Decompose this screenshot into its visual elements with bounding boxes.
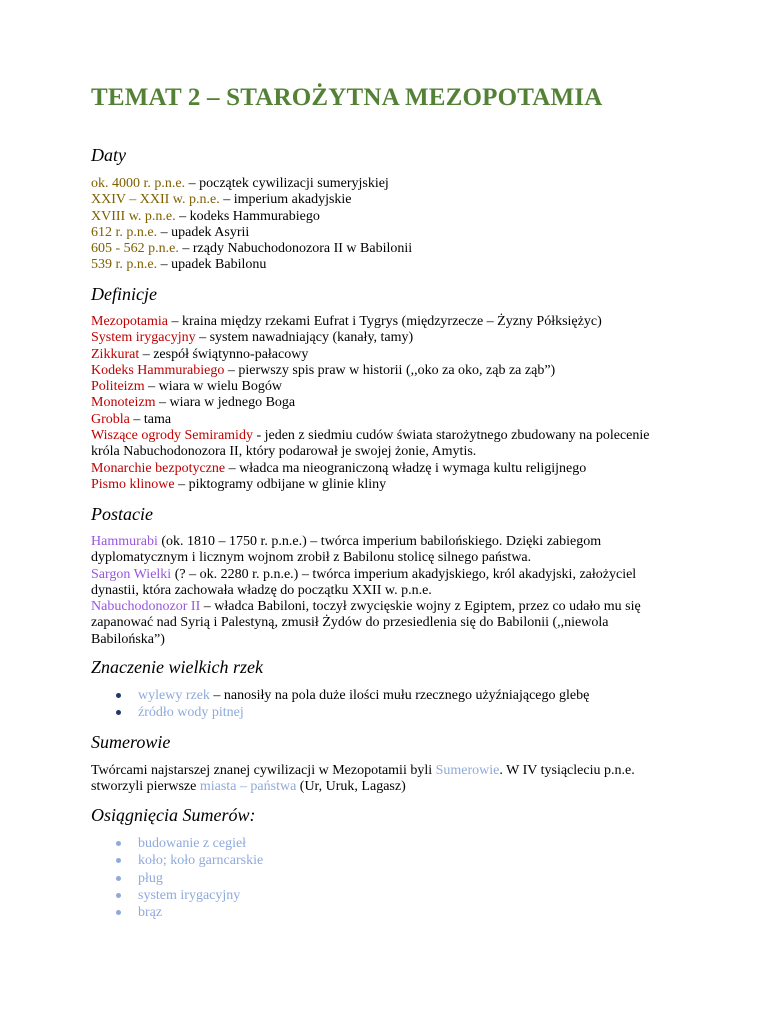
date-item: 605 - 562 p.n.e. – rządy Nabuchodonozora II w Babilonii — [91, 241, 413, 257]
list-item: koło; koło garncarskie — [91, 852, 263, 869]
bullet-icon — [116, 710, 121, 715]
list-item: system irygacyjny — [91, 887, 263, 904]
person-continuation: dynastii, która zachowała władzę do początku XXII w. p.n.e. — [91, 582, 432, 598]
paragraph-line: Twórcami najstarszej znanej cywilizacji w Mezopotamii byli Sumerowie. W IV tysiącleciu p.n.e. — [91, 763, 635, 778]
person-item: Nabuchodonozor II – władca Babiloni, toczył zwycięskie wojny z Egiptem, przez co udało mu się — [91, 599, 641, 615]
heading-postacie: Postacie — [91, 504, 153, 524]
achievements-list — [91, 835, 263, 921]
definition-item: Monoteizm – wiara w jednego Boga — [91, 395, 296, 411]
paragraph-line: stworzyli pierwsze miasta – państwa (Ur, Uruk, Lagasz) — [91, 779, 406, 795]
bullet-icon — [116, 910, 121, 915]
sumerians-paragraph — [91, 763, 691, 796]
heading-rzeki: Znaczenie wielkich rzek — [91, 657, 263, 677]
bullet-icon — [116, 693, 121, 698]
definition-item: Mezopotamia – kraina między rzekami Eufrat i Tygrys (międzyrzecze – Żyzny Półksiężyc) — [91, 314, 602, 329]
list-item: wylewy rzek – nanosiły na pola duże ilości mułu rzecznego użyźniającego glebę — [91, 687, 589, 704]
date-item: 539 r. p.n.e. – upadek Babilonu — [91, 257, 267, 273]
person-continuation: dyplomatycznym i licznym wojnom zrobił z Babilonu stolicę silnego państwa. — [91, 550, 532, 566]
bullet-icon — [116, 858, 121, 863]
date-item: XVIII w. p.n.e. – kodeks Hammurabiego — [91, 208, 320, 224]
definition-item: Monarchie bezpotyczne – władca ma nieograniczoną władzę i wymaga kultu religijnego — [91, 460, 587, 476]
heading-osiagniecia: Osiągnięcia Sumerów: — [91, 805, 256, 825]
date-item: 612 r. p.n.e. – upadek Asyrii — [91, 224, 250, 240]
heading-definicje: Definicje — [91, 284, 157, 304]
bullet-icon — [116, 876, 121, 881]
definition-item: System irygacyjny – system nawadniający (kanały, tamy) — [91, 330, 414, 346]
definition-item: Zikkurat – zespół świątynno-pałacowy — [91, 346, 309, 362]
definitions-list — [91, 314, 691, 493]
definition-item: Wiszące ogrody Semiramidy - jeden z siedmiu cudów świata starożytnego zbudowany na polecenie — [91, 428, 650, 444]
definition-item: Grobla – tama — [91, 411, 172, 427]
dates-list — [91, 176, 691, 274]
heading-daty: Daty — [91, 145, 126, 165]
people-list — [91, 534, 691, 648]
list-item: brąz — [91, 904, 263, 921]
definition-item: Pismo klinowe – piktogramy odbijane w glinie kliny — [91, 476, 387, 492]
definition-item: Kodeks Hammurabiego – pierwszy spis praw w historii (,,oko za oko, ząb za ząb”) — [91, 362, 556, 378]
heading-sumerowie: Sumerowie — [91, 732, 171, 752]
bullet-icon — [116, 841, 121, 846]
rivers-list — [91, 687, 589, 722]
bullet-icon — [116, 893, 121, 898]
definition-continuation: króla Nabuchodonozora II, który podarował je swojej żonie, Amytis. — [91, 444, 477, 460]
person-continuation: zapanować nad Syrią i Palestyną, zmusił Żydów do przesiedlenia się do Babilonii (,,niewola — [91, 615, 609, 631]
list-item: pług — [91, 870, 263, 887]
date-item: ok. 4000 r. p.n.e. – początek cywilizacji sumeryjskiej — [91, 176, 389, 191]
page-title: TEMAT 2 – STAROŻYTNA MEZOPOTAMIA — [91, 84, 603, 111]
person-continuation: Babilońska”) — [91, 631, 165, 647]
definition-item: Politeizm – wiara w wielu Bogów — [91, 379, 282, 395]
person-item: Sargon Wielki (? – ok. 2280 r. p.n.e.) – twórca imperium akadyjskiego, król akadyjski, założyciel — [91, 566, 637, 582]
list-item: źródło wody pitnej — [91, 704, 589, 721]
date-item: XXIV – XXII w. p.n.e. – imperium akadyjskie — [91, 192, 352, 208]
person-item: Hammurabi (ok. 1810 – 1750 r. p.n.e.) – twórca imperium babilońskiego. Dzięki zabiegom — [91, 534, 602, 549]
list-item: budowanie z cegieł — [91, 835, 263, 852]
